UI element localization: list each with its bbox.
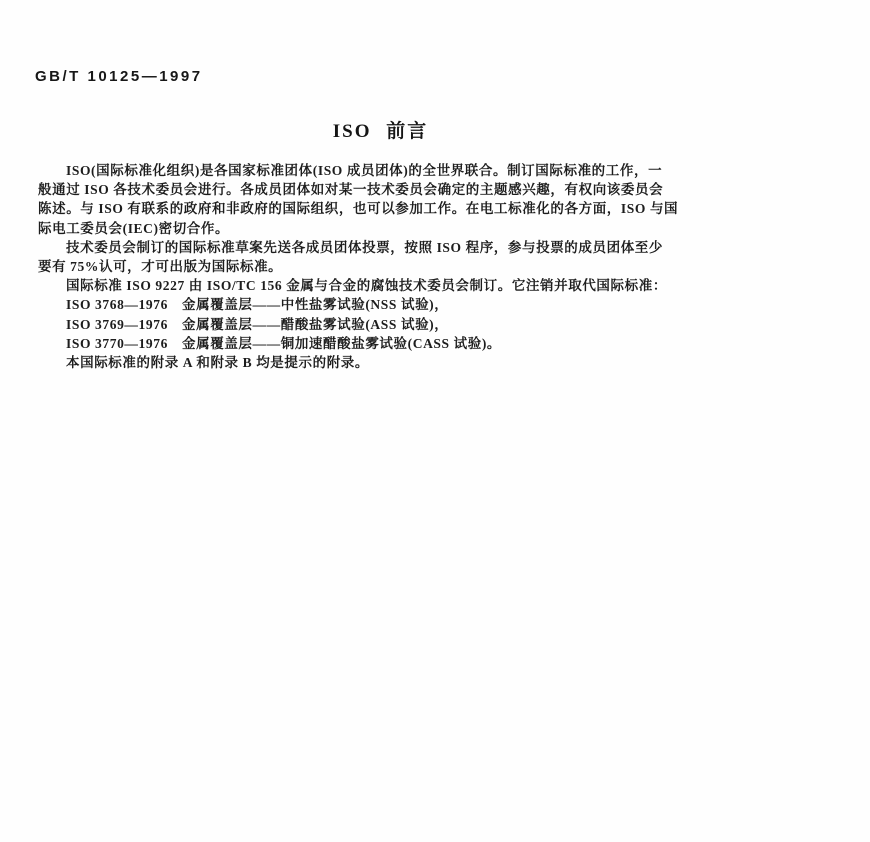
text-line: 要有 75%认可，才可出版为国际标准。	[38, 258, 283, 274]
text-line: 国际标准 ISO 9227 由 ISO/TC 156 金属与合金的腐蚀技术委员会制订。它注销并取代国际标准：	[66, 278, 667, 294]
text-line: 技术委员会制订的国际标准草案先送各成员团体投票，按照 ISO 程序，参与投票的成员团体至少	[66, 239, 664, 255]
text-line: ISO 3768—1976 金属覆盖层——中性盐雾试验(NSS 试验)，	[66, 297, 449, 313]
body-text	[38, 161, 723, 372]
text-line: 陈述。与 ISO 有联系的政府和非政府的国际组织，也可以参加工作。在电工标准化的各方面，ISO 与国	[38, 201, 679, 217]
content-column	[38, 116, 723, 372]
text-line: 际电工委员会(IEC)密切合作。	[38, 220, 230, 236]
text-line: ISO(国际标准化组织)是各国家标准团体(ISO 成员团体)的全世界联合。制订国际标准的工作，一	[66, 163, 663, 178]
text-line: 本国际标准的附录 A 和附录 B 均是提示的附录。	[66, 354, 370, 370]
text-line: 般通过 ISO 各技术委员会进行。各成员团体如对某一技术委员会确定的主题感兴趣，有权向该委员会	[38, 182, 664, 198]
text-line: ISO 3770—1976 金属覆盖层——铜加速醋酸盐雾试验(CASS 试验)。	[66, 335, 502, 351]
section-title: ISO 前言	[332, 121, 429, 142]
standard-number: GB/T 10125—1997	[35, 68, 203, 85]
text-line: ISO 3769—1976 金属覆盖层——醋酸盐雾试验(ASS 试验)，	[66, 316, 449, 332]
